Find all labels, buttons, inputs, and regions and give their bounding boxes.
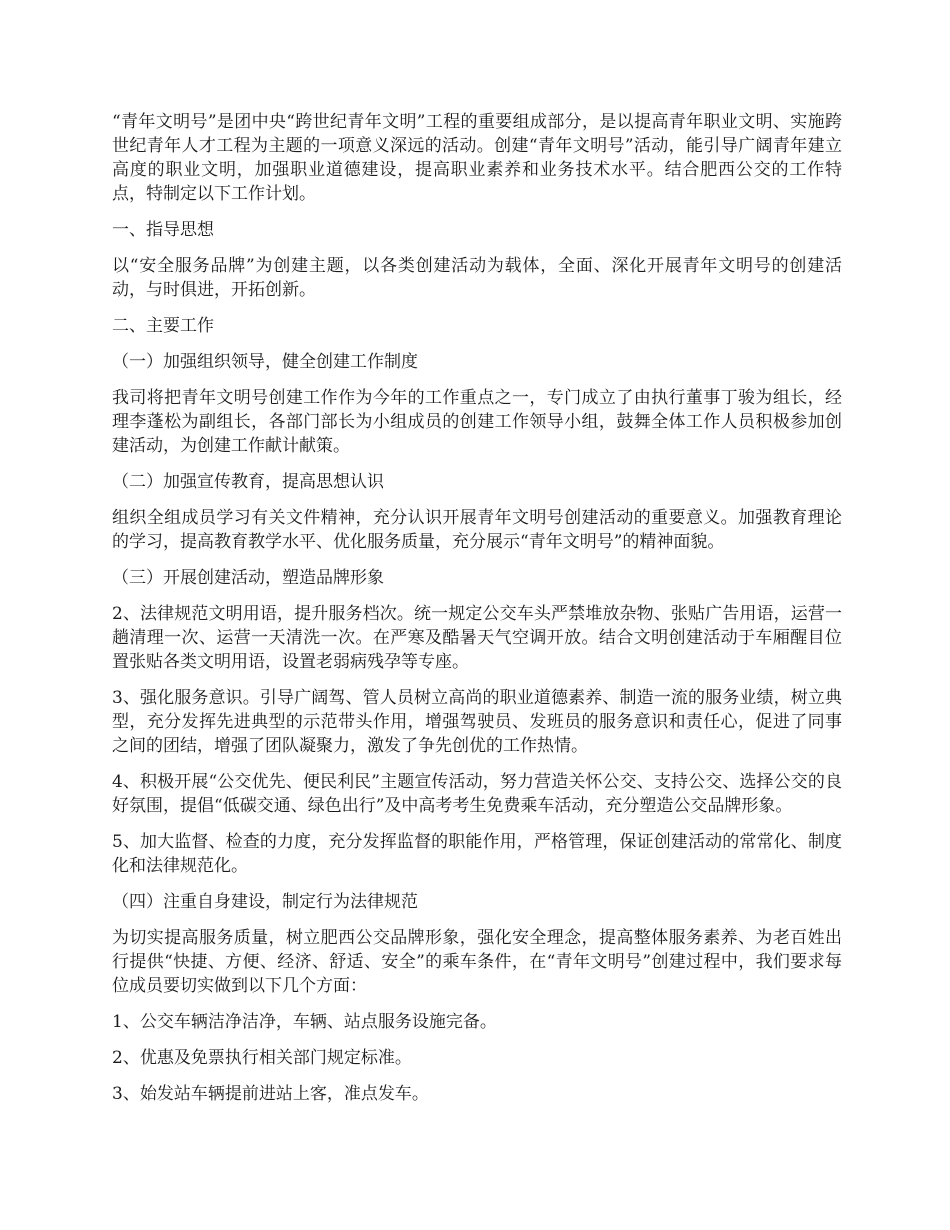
guiding-ideology-paragraph: 以“安全服务品牌”为创建主题，以各类创建活动为载体，全面、深化开展青年文明号的创建活动，与时俱进，开拓创新。: [112, 256, 842, 300]
section-heading-main-work: 二、主要工作: [112, 316, 214, 336]
self-construction-paragraph: 为切实提高服务质量，树立肥西公交品牌形象，强化安全理念，提高整体服务素养、为老百姓出行提供“快捷、方便、经济、舒适、安全”的乘车条件，在“青年文明号”创建过程中，我们要求每位成员要切实做到以下几个方面：: [112, 928, 842, 996]
section-heading-guiding-ideology: 一、指导思想: [112, 220, 214, 240]
document-body: [112, 110, 842, 1118]
list-item-vehicle-clean: 1、公交车辆洁净洁净，车辆、站点服务设施完备。: [112, 1012, 497, 1032]
list-item-discount-standard: 2、优惠及免票执行相关部门规定标准。: [112, 1048, 412, 1068]
intro-paragraph: “青年文明号”是团中央“跨世纪青年文明”工程的重要组成部分，是以提高青年职业文明、实施跨世纪青年人才工程为主题的一项意义深远的活动。创建“青年文明号”活动，能引导广阔青年建立高度的职业文明，加强职业道德建设，提高职业素养和业务技术水平。结合肥西公交的工作特点，特制定以下工作计划。: [112, 112, 842, 204]
list-item-supervision: 5、加大监督、检查的力度，充分发挥监督的职能作用，严格管理，保证创建活动的常常化、制度化和法律规范化。: [112, 832, 842, 876]
publicity-education-paragraph: 组织全组成员学习有关文件精神，充分认识开展青年文明号创建活动的重要意义。加强教育理论的学习，提高教育教学水平、优化服务质量，充分展示“青年文明号”的精神面貌。: [112, 508, 842, 552]
list-item-civil-language: 2、法律规范文明用语，提升服务档次。统一规定公交车头严禁堆放杂物、张贴广告用语，运营一趟清理一次、运营一天清洗一次。在严寒及酷暑天气空调开放。结合文明创建活动于车厢醒目位置张贴各类文明用语，设置老弱病残孕等专座。: [112, 604, 842, 672]
subheading-self-construction: （四）注重自身建设，制定行为法律规范: [112, 892, 418, 912]
organization-leadership-paragraph: 我司将把青年文明号创建工作作为今年的工作重点之一，专门成立了由执行董事丁骏为组长，经理李蓬松为副组长，各部门部长为小组成员的创建工作领导小组，鼓舞全体工作人员积极参加创建活动，为创建工作献计献策。: [112, 388, 842, 456]
list-item-service-awareness: 3、强化服务意识。引导广阔驾、管人员树立高尚的职业道德素养、制造一流的服务业绩，树立典型，充分发挥先进典型的示范带头作用，增强驾驶员、发班员的服务意识和责任心，促进了同事之间的团结，增强了团队凝聚力，激发了争先创优的工作热情。: [112, 688, 842, 756]
subheading-organization-leadership: （一）加强组织领导，健全创建工作制度: [112, 352, 418, 372]
list-item-departure-on-time: 3、始发站车辆提前进站上客，准点发车。: [112, 1084, 429, 1104]
list-item-publicity-campaign: 4、积极开展“公交优先、便民利民”主题宣传活动，努力营造关怀公交、支持公交、选择公交的良好氛围，提倡“低碳交通、绿色出行”及中高考考生免费乘车活动，充分塑造公交品牌形象。: [112, 772, 842, 816]
subheading-publicity-education: （二）加强宣传教育，提高思想认识: [112, 472, 384, 492]
subheading-creation-activities: （三）开展创建活动，塑造品牌形象: [112, 568, 384, 588]
